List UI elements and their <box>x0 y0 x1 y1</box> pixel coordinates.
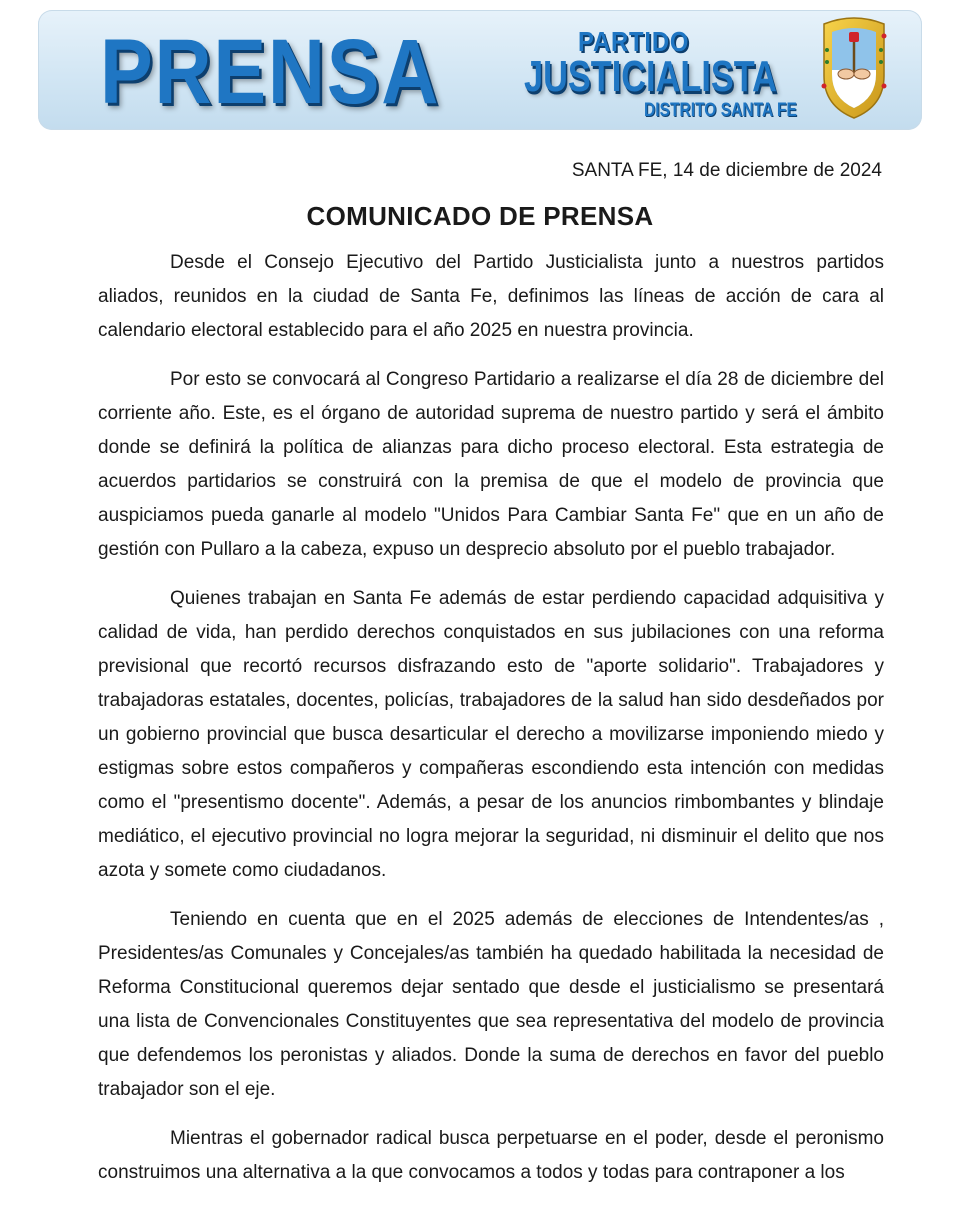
party-logo-line2: JUSTICIALISTA <box>524 52 777 101</box>
body-paragraph-4: Teniendo en cuenta que en el 2025 además de elecciones de Intendentes/as , Presidentes/as Comunales y Concejales/as también ha quedado habilitada la necesidad de Reforma Constitucional queremos dejar sentado que desde el justicialismo se presentará una lista de Convencionales Constituyentes que sea representativa del modelo de provincia que defendemos los peronistas y aliados. Donde la suma de derechos en favor del pueblo trabajador son el eje. <box>98 909 884 1100</box>
party-logo-line3: DISTRITO SANTA FE <box>644 100 797 121</box>
press-header-banner <box>38 10 922 130</box>
peronist-shield-emblem-icon <box>818 14 890 120</box>
body-paragraph-3: Quienes trabajan en Santa Fe además de estar perdiendo capacidad adquisitiva y calidad de vida, han perdido derechos conquistados en sus jubilaciones con una reforma previsional que recortó recursos disfrazando esto de "aporte solidario". Trabajadores y trabajadoras estatales, docentes, policías, trabajadores de la salud han sido desdeñados por un gobierno provincial que busca desarticular el derecho a movilizarse imponiendo miedo y estigmas sobre estos compañeros y compañeras escondiendo esta intención con medidas como el "presentismo docente". Además, a pesar de los anuncios rimbombantes y blindaje mediático, el ejecutivo provincial no logra mejorar la seguridad, ni disminuir el delito que nos azota y somete como ciudadanos. <box>98 588 884 881</box>
body-paragraph-1: Desde el Consejo Ejecutivo del Partido Justicialista junto a nuestros partidos aliados, reunidos en la ciudad de Santa Fe, definimos las líneas de acción de cara al calendario electoral establecido para el año 2025 en nuestra provincia. <box>98 252 884 341</box>
body-paragraph-5: Mientras el gobernador radical busca perpetuarse en el poder, desde el peronismo construimos una alternativa a la que convocamos a todos y todas para contraponer a los <box>98 1128 884 1183</box>
body-paragraph-2: Por esto se convocará al Congreso Partidario a realizarse el día 28 de diciembre del corriente año. Este, es el órgano de autoridad suprema de nuestro partido y será el ámbito donde se definirá la política de alianzas para dicho proceso electoral. Esta estrategia de acuerdos partidarios se construirá con la premisa de que el modelo de provincia que auspiciamos pueda ganarle al modelo "Unidos Para Cambiar Santa Fe" que en un año de gestión con Pullaro a la cabeza, expuso un desprecio absoluto por el pueblo trabajador. <box>98 369 884 560</box>
party-logo-text <box>518 22 818 122</box>
document-date: SANTA FE, 14 de diciembre de 2024 <box>571 160 882 181</box>
document-body <box>98 246 884 1205</box>
prensa-wordmark: PRENSA <box>100 21 441 123</box>
document-title: COMUNICADO DE PRENSA <box>306 201 654 231</box>
party-logo-line1: PARTIDO <box>578 26 690 57</box>
